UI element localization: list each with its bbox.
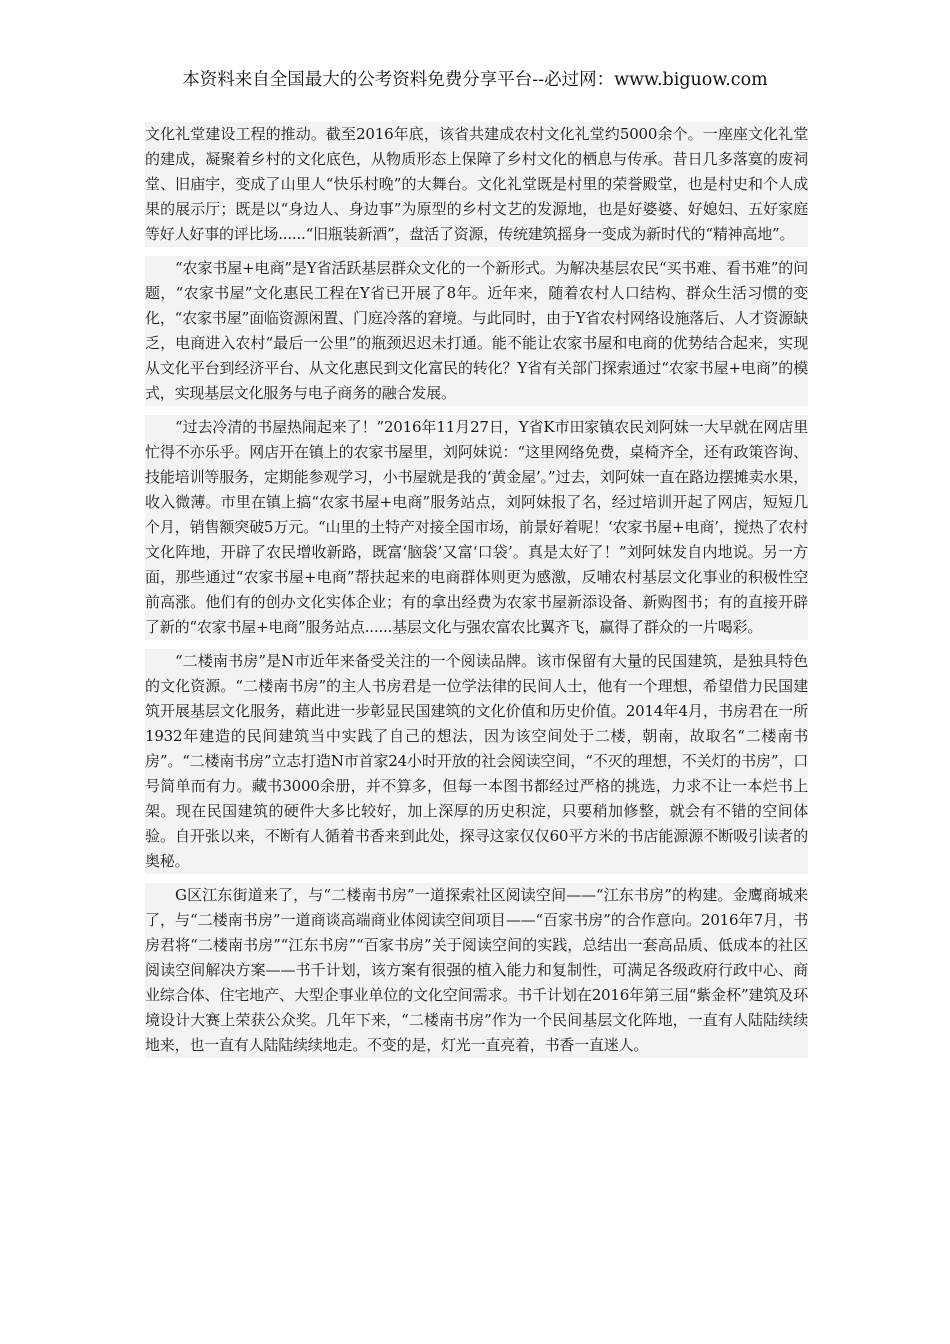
paragraph-second-floor-south-study: “二楼南书房”是N市近年来备受关注的一个阅读品牌。该市保留有大量的民国建筑，是独具特色的文化资源。“二楼南书房”的主人书房君是一位学法律的民间人士，他有一个理想，希望借力民国建筑开展基层文化服务，藉此进一步彰显民国建筑的文化价值和历史价值。2014年4月，书房君在一所1932年建造的民间建筑当中实践了自己的想法，因为该空间处于二楼，朝南，故取名“二楼南书房”。“二楼南书房”立志打造N市首家24小时开放的社会阅读空间，“不灭的理想，不关灯的书房”，口号简单而有力。藏书3000余册，并不算多，但每一本图书都经过严格的挑选，力求不让一本烂书上架。现在民国建筑的硬件大多比较好，加上深厚的历史积淀，只要稍加修整，就会有不错的空间体验。自开张以来，不断有人循着书香来到此处，探寻这家仅仅60平方米的书店能源源不断吸引读者的奥秘。 [145, 649, 808, 874]
paragraph-gap [145, 874, 808, 883]
document-body [145, 122, 808, 1058]
paragraph-liu-amei-story: “过去冷清的书屋热闹起来了！”2016年11月27日，Y省K市田家镇农民刘阿妹一大早就在网店里忙得不亦乐乎。网店开在镇上的农家书屋里，刘阿妹说：“这里网络免费，桌椅齐全，还有政策咨询、技能培训等服务，定期能参观学习，小书屋就是我的‘黄金屋’。”过去，刘阿妹一直在路边摆摊卖水果，收入微薄。市里在镇上搞“农家书屋+电商”服务站点，刘阿妹报了名，经过培训开起了网店，短短几个月，销售额突破5万元。“山里的土特产对接全国市场，前景好着呢！‘农家书屋+电商’，搅热了农村文化阵地，开辟了农民增收新路，既富‘脑袋’又富‘口袋’。真是太好了！”刘阿妹发自内地说。另一方面，那些通过“农家书屋+电商”帮扶起来的电商群体则更为感激，反哺农村基层文化事业的积极性空前高涨。他们有的创办文化实体企业；有的拿出经费为农家书屋新添设备、新购图书；有的直接开辟了新的“农家书屋+电商”服务站点......基层文化与强农富农比翼齐飞，赢得了群众的一片喝彩。 [145, 415, 808, 640]
paragraph-gap [145, 247, 808, 256]
paragraph-gap [145, 640, 808, 649]
paragraph-cultural-hall: 文化礼堂建设工程的推动。截至2016年底，该省共建成农村文化礼堂约5000余个。一座座文化礼堂的建成，凝聚着乡村的文化底色，从物质形态上保障了乡村文化的栖息与传承。昔日几多落寞的废祠堂、旧庙宇，变成了山里人“快乐村晚”的大舞台。文化礼堂既是村里的荣誉殿堂，也是村史和个人成果的展示厅；既是以“身边人、身边事”为原型的乡村文艺的发源地，也是好婆婆、好媳妇、五好家庭等好人好事的评比场......“旧瓶装新酒”，盘活了资源，传统建筑摇身一变成为新时代的“精神高地”。 [145, 122, 808, 247]
paragraph-shuqian-plan: G区江东街道来了，与“二楼南书房”一道探索社区阅读空间——“江东书房”的构建。金鹰商城来了，与“二楼南书房”一道商谈高端商业体阅读空间项目——“百家书房”的合作意向。2016年7月，书房君将“二楼南书房”“江东书房”“百家书房”关于阅读空间的实践，总结出一套高品质、低成本的社区阅读空间解决方案——书千计划，该方案有很强的植入能力和复制性，可满足各级政府行政中心、商业综合体、住宅地产、大型企事业单位的文化空间需求。书千计划在2016年第三届“紫金杯”建筑及环境设计大赛上荣获公众奖。几年下来，“二楼南书房”作为一个民间基层文化阵地，一直有人陆陆续续地来，也一直有人陆陆续续地走。不变的是，灯光一直亮着，书香一直迷人。 [145, 883, 808, 1058]
page-header: 本资料来自全国最大的公考资料免费分享平台--必过网：www.biguow.com [182, 70, 768, 90]
paragraph-farmhouse-bookstore-ecommerce: “农家书屋+电商”是Y省活跃基层群众文化的一个新形式。为解决基层农民“买书难、看书难”的问题，“农家书屋”文化惠民工程在Y省已开展了8年。近年来，随着农村人口结构、群众生活习惯的变化，“农家书屋”面临资源闲置、门庭冷落的窘境。与此同时，由于Y省农村网络设施落后、人才资源缺乏，电商进入农村“最后一公里”的瓶颈迟迟未打通。能不能让农家书屋和电商的优势结合起来，实现从文化平台到经济平台、从文化惠民到文化富民的转化？Y省有关部门探索通过“农家书屋+电商”的模式，实现基层文化服务与电子商务的融合发展。 [145, 256, 808, 406]
paragraph-gap [145, 406, 808, 415]
